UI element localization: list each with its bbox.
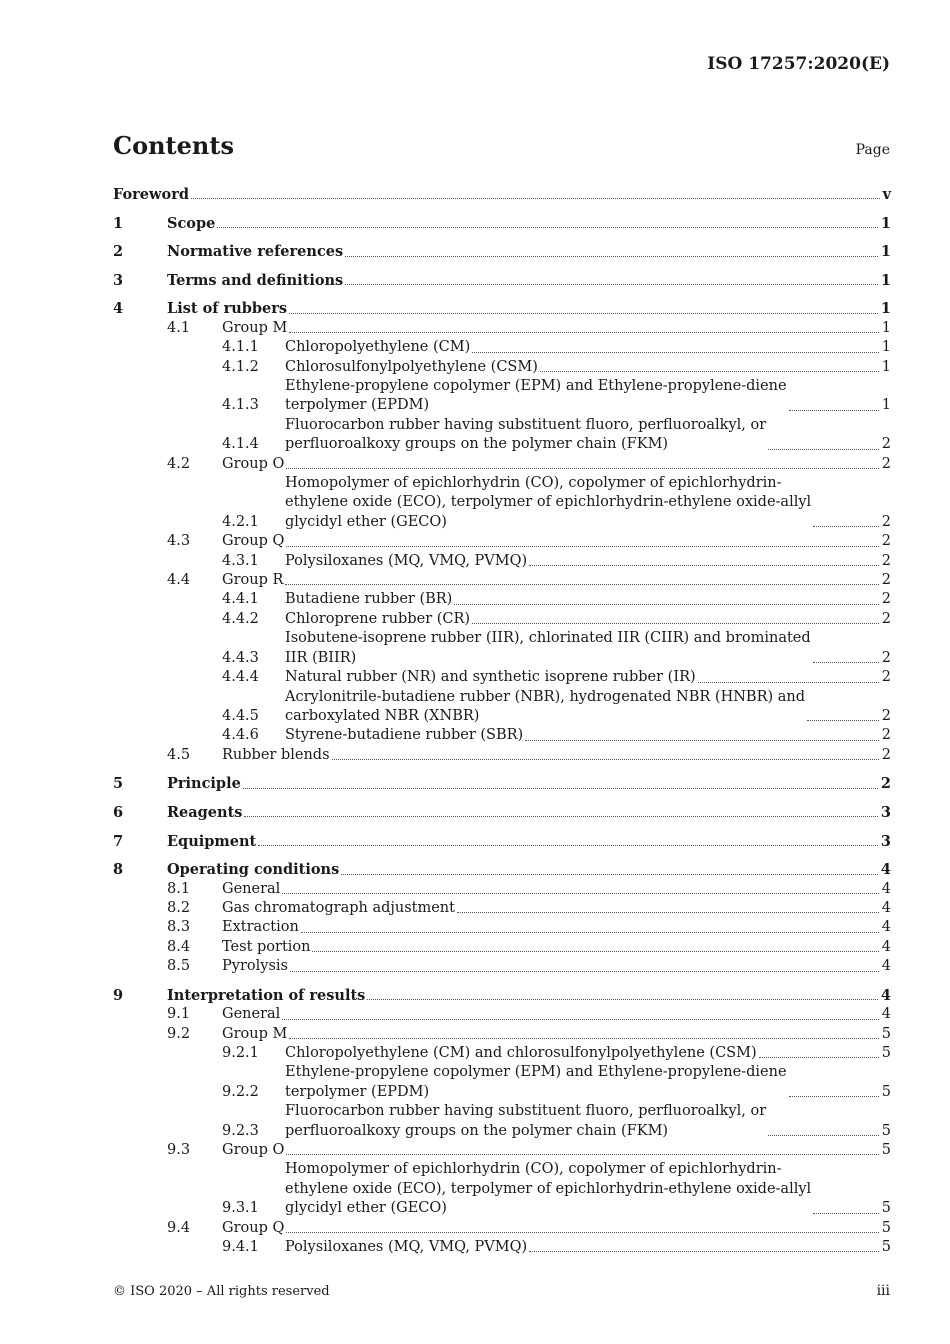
dot-leader	[768, 1134, 879, 1136]
toc-entry-title: Normative references	[167, 243, 344, 261]
toc-entry-number: 4.1.1	[222, 339, 259, 356]
toc-entry[interactable]	[113, 1005, 891, 1024]
dot-leader	[457, 911, 879, 913]
toc-entry-page: 5	[881, 1200, 891, 1217]
toc-entry-page: 5	[881, 1122, 891, 1139]
dot-leader	[289, 331, 878, 333]
dot-leader	[525, 739, 879, 741]
toc-entry-page: 2	[881, 455, 891, 472]
toc-entry-page: 1	[881, 397, 891, 414]
toc-entry[interactable]	[113, 338, 891, 357]
toc-entry[interactable]	[113, 918, 891, 937]
dot-leader	[282, 892, 878, 894]
toc-entry-title: Homopolymer of epichlorhydrin (CO), copolymer of epichlorhydrin- ethylene oxide (ECO), terpolymer of epichlorhydrin-ethylene oxide-allyl glycidyl ether (GECO)	[285, 1161, 812, 1217]
toc-entry-number: 4.5	[167, 746, 191, 763]
dot-leader	[289, 312, 878, 314]
toc-entry-page: 1	[880, 271, 891, 289]
toc-entry-title: Extraction	[222, 919, 299, 936]
toc-entry-title: Group R	[222, 572, 284, 589]
toc-entry-number: 9.4	[167, 1219, 191, 1236]
toc-entry-title: Isobutene-isoprene rubber (IIR), chlorinated IIR (CIIR) and brominated IIR (BIIR)	[285, 630, 811, 666]
footer-page-number: iii	[876, 1283, 890, 1299]
toc-entry-title: Polysiloxanes (MQ, VMQ, PVMQ)	[285, 1239, 528, 1255]
toc-entry-title: Acrylonitrile-butadiene rubber (NBR), hydrogenated NBR (HNBR) and carboxylated NBR (XNBR)	[285, 688, 806, 724]
toc-entry-title: Equipment	[167, 832, 257, 850]
toc-entry-title: Fluorocarbon rubber having substituent fluoro, perfluoroalkyl, or perfluoroalkoxy groups on the polymer chain (FKM)	[285, 416, 767, 453]
toc-entry-title: Group O	[222, 1141, 285, 1158]
document-id: ISO 17257:2020(E)	[707, 54, 890, 74]
toc-entry-title: Styrene-butadiene rubber (SBR)	[285, 727, 524, 744]
toc-entry-page: 1	[880, 300, 891, 318]
toc-entry[interactable]	[113, 1044, 891, 1063]
toc-entry-title: Operating conditions	[167, 861, 340, 879]
toc-entry-title: Group Q	[222, 533, 285, 550]
toc-entry-page: 5	[881, 1141, 891, 1158]
toc-entry-page: 4	[881, 899, 891, 916]
toc-entry-number: 4	[113, 300, 124, 318]
toc-entry-number: 9.1	[167, 1006, 191, 1023]
toc-entry-title: Chloropolyethylene (CM) and chlorosulfonylpolyethylene (CSM)	[285, 1044, 757, 1061]
toc-entry-page: 1	[881, 358, 891, 375]
toc-entry-page: 2	[881, 436, 891, 453]
toc-entry-number: 4.3	[167, 533, 191, 550]
toc-entry-number: 4.4.2	[222, 610, 259, 627]
toc-entry-number: 4.1.2	[222, 358, 259, 375]
dot-leader	[290, 970, 879, 972]
toc-entry[interactable]	[113, 242, 891, 261]
toc-entry-number: 8.4	[167, 938, 191, 955]
toc-entry-page: 1	[881, 319, 891, 336]
toc-entry-number: 4.4.5	[222, 707, 259, 724]
dot-leader	[345, 255, 878, 257]
toc-entry[interactable]	[113, 803, 891, 822]
toc-entry-title: Gas chromatograph adjustment	[222, 899, 455, 916]
toc-entry-page: 2	[881, 552, 891, 569]
toc-entry-page: 1	[880, 214, 891, 232]
toc-entry[interactable]	[113, 590, 891, 609]
toc-entry-title: Terms and definitions	[167, 271, 344, 289]
toc-entry-title: General	[222, 880, 281, 897]
toc-entry[interactable]	[113, 416, 891, 455]
toc-entry[interactable]	[113, 774, 891, 793]
dot-leader	[529, 564, 879, 566]
toc-entry-title: Principle	[167, 775, 241, 793]
toc-entry-title: Foreword	[113, 186, 189, 203]
dot-leader	[301, 931, 879, 933]
toc-entry[interactable]	[113, 1102, 891, 1141]
dot-leader	[286, 1153, 878, 1155]
toc-entry[interactable]	[113, 726, 891, 745]
toc-entry-page: 2	[881, 591, 891, 608]
toc-entry[interactable]	[113, 629, 891, 668]
table-of-contents	[113, 185, 891, 1257]
toc-entry[interactable]	[113, 610, 891, 629]
toc-entry[interactable]	[113, 880, 891, 899]
dot-leader	[332, 758, 879, 760]
dot-leader	[282, 1018, 878, 1020]
toc-entry-number: 9	[113, 986, 124, 1004]
toc-entry-title: Pyrolysis	[222, 958, 288, 975]
toc-entry-title: Chloroprene rubber (CR)	[285, 610, 471, 627]
toc-entry[interactable]	[113, 938, 891, 957]
toc-entry-page: 2	[881, 533, 891, 550]
dot-leader	[286, 1231, 878, 1233]
toc-entry-page: 2	[881, 746, 891, 763]
toc-entry-title: Scope	[167, 214, 216, 232]
dot-leader	[813, 661, 879, 663]
toc-entry-number: 4.4.3	[222, 649, 259, 666]
toc-entry[interactable]	[113, 358, 891, 377]
dot-leader	[191, 197, 880, 199]
toc-entry[interactable]	[113, 552, 891, 571]
dot-leader	[813, 525, 879, 527]
dot-leader	[768, 448, 879, 450]
toc-entry-title: Fluorocarbon rubber having substituent fluoro, perfluoroalkyl, or perfluoroalkoxy groups on the polymer chain (FKM)	[285, 1103, 767, 1139]
toc-entry-number: 4.2	[167, 455, 191, 472]
toc-entry-number: 4.4.4	[222, 669, 259, 686]
toc-entry-number: 8.5	[167, 958, 191, 975]
toc-entry-number: 3	[113, 271, 124, 289]
dot-leader	[759, 1056, 879, 1058]
toc-entry-page: 3	[880, 832, 891, 850]
toc-entry-page: 4	[881, 880, 891, 897]
toc-entry-number: 8.3	[167, 919, 191, 936]
contents-heading: Contents	[113, 131, 234, 160]
toc-entry-page: 5	[881, 1044, 891, 1061]
dot-leader	[454, 603, 878, 605]
toc-entry-number: 9.2.3	[222, 1122, 259, 1139]
toc-entry-number: 4.1.3	[222, 397, 259, 414]
toc-entry[interactable]	[113, 214, 891, 233]
toc-entry[interactable]	[113, 271, 891, 290]
toc-entry-number: 4.4.1	[222, 591, 259, 608]
toc-entry[interactable]	[113, 185, 891, 204]
toc-entry-page: 5	[881, 1025, 891, 1042]
toc-entry-page: 4	[880, 986, 891, 1004]
toc-entry-title: Test portion	[222, 938, 311, 955]
toc-entry-page: 3	[880, 803, 891, 821]
dot-leader	[789, 1095, 879, 1097]
dot-leader	[345, 283, 878, 285]
toc-entry-number: 7	[113, 832, 124, 850]
toc-entry[interactable]	[113, 1238, 891, 1257]
toc-entry[interactable]	[113, 571, 891, 590]
toc-entry-number: 2	[113, 243, 124, 261]
dot-leader	[472, 351, 879, 353]
toc-entry-number: 6	[113, 803, 124, 821]
page-column-label: Page	[855, 142, 890, 158]
toc-entry-page: 4	[881, 1006, 891, 1023]
toc-entry-title: Group O	[222, 455, 285, 472]
toc-entry-page: 4	[881, 958, 891, 975]
toc-entry-page: 2	[881, 649, 891, 666]
toc-entry-title: Butadiene rubber (BR)	[285, 591, 453, 608]
toc-entry-title: Rubber blends	[222, 746, 330, 763]
toc-entry[interactable]	[113, 899, 891, 918]
toc-entry-number: 8	[113, 861, 124, 879]
toc-entry[interactable]	[113, 1219, 891, 1238]
toc-entry-title: Chlorosulfonylpolyethylene (CSM)	[285, 358, 538, 375]
dot-leader	[789, 409, 879, 411]
toc-entry-page: 2	[881, 727, 891, 744]
toc-entry-page: 5	[881, 1083, 891, 1100]
toc-entry-page: 2	[881, 669, 891, 686]
toc-entry-page: 2	[881, 572, 891, 589]
toc-entry-title: Reagents	[167, 803, 243, 821]
toc-entry-page: 2	[880, 775, 891, 793]
toc-entry-title: Ethylene-propylene copolymer (EPM) and Ethylene-propylene-diene terpolymer (EPDM)	[285, 378, 787, 414]
dot-leader	[289, 1037, 878, 1039]
toc-entry-number: 8.2	[167, 899, 191, 916]
toc-entry-page: 4	[881, 919, 891, 936]
dot-leader	[472, 622, 879, 624]
dot-leader	[698, 681, 879, 683]
toc-entry-title: List of rubbers	[167, 300, 288, 318]
toc-entry[interactable]	[113, 474, 891, 532]
toc-entry[interactable]	[113, 1063, 891, 1102]
toc-entry-number: 9.3	[167, 1141, 191, 1158]
toc-entry-page: 2	[881, 513, 891, 530]
toc-entry-page: 1	[880, 243, 891, 261]
dot-leader	[807, 719, 879, 721]
toc-entry-page: 2	[881, 707, 891, 724]
toc-entry-title: Interpretation of results	[167, 986, 366, 1004]
toc-entry-number: 1	[113, 214, 124, 232]
toc-entry-number: 9.3.1	[222, 1200, 259, 1217]
toc-entry-number: 4.4	[167, 572, 191, 589]
dot-leader	[217, 226, 878, 228]
toc-entry[interactable]	[113, 319, 891, 338]
toc-entry[interactable]	[113, 746, 891, 765]
toc-entry[interactable]	[113, 1025, 891, 1044]
toc-entry-number: 9.4.1	[222, 1239, 259, 1255]
toc-entry-number: 9.2.2	[222, 1083, 259, 1100]
dot-leader	[529, 1250, 879, 1252]
toc-entry[interactable]	[113, 377, 891, 416]
toc-entry[interactable]	[113, 688, 891, 727]
toc-entry-title: Ethylene-propylene copolymer (EPM) and Ethylene-propylene-diene terpolymer (EPDM)	[285, 1064, 787, 1100]
toc-entry-number: 4.1.4	[222, 436, 259, 453]
toc-entry-number: 9.2.1	[222, 1044, 259, 1061]
toc-entry-page: 5	[881, 1239, 891, 1255]
toc-entry-page: 5	[881, 1219, 891, 1236]
toc-entry[interactable]	[113, 957, 891, 976]
toc-entry-number: 4.1	[167, 319, 191, 336]
toc-entry-title: Group Q	[222, 1219, 285, 1236]
dot-leader	[367, 998, 878, 1000]
dot-leader	[341, 873, 878, 875]
toc-entry-title: Natural rubber (NR) and synthetic isoprene rubber (IR)	[285, 669, 696, 686]
footer-copyright: © ISO 2020 – All rights reserved	[113, 1284, 330, 1299]
toc-entry[interactable]	[113, 986, 891, 1005]
toc-entry-number: 4.2.1	[222, 513, 259, 530]
toc-entry[interactable]	[113, 832, 891, 851]
dot-leader	[540, 370, 879, 372]
toc-entry[interactable]	[113, 532, 891, 551]
toc-entry-page: 1	[881, 339, 891, 356]
dot-leader	[258, 844, 878, 846]
dot-leader	[243, 787, 878, 789]
toc-entry-page: 2	[881, 610, 891, 627]
toc-entry[interactable]	[113, 860, 891, 879]
toc-entry-page: 4	[880, 861, 891, 879]
dot-leader	[286, 467, 878, 469]
toc-entry[interactable]	[113, 668, 891, 687]
toc-entry-page: 4	[881, 938, 891, 955]
toc-entry[interactable]	[113, 455, 891, 474]
toc-entry-title: General	[222, 1006, 281, 1023]
dot-leader	[312, 950, 878, 952]
dot-leader	[286, 545, 878, 547]
toc-entry[interactable]	[113, 1141, 891, 1160]
toc-entry-title: Group M	[222, 1025, 288, 1042]
toc-entry-page: v	[882, 186, 891, 203]
toc-entry[interactable]	[113, 1160, 891, 1218]
toc-entry-title: Polysiloxanes (MQ, VMQ, PVMQ)	[285, 552, 528, 569]
toc-entry-title: Chloropolyethylene (CM)	[285, 339, 471, 356]
toc-entry-number: 8.1	[167, 880, 191, 897]
toc-entry[interactable]	[113, 299, 891, 318]
toc-entry-number: 4.3.1	[222, 552, 259, 569]
toc-entry-title: Group M	[222, 319, 288, 336]
dot-leader	[813, 1212, 879, 1214]
toc-entry-number: 9.2	[167, 1025, 191, 1042]
dot-leader	[244, 815, 877, 817]
toc-entry-number: 4.4.6	[222, 727, 259, 744]
toc-entry-title: Homopolymer of epichlorhydrin (CO), copolymer of epichlorhydrin- ethylene oxide (ECO), terpolymer of epichlorhydrin-ethylene oxide-allyl glycidyl ether (GECO)	[285, 475, 812, 530]
toc-entry-number: 5	[113, 775, 124, 793]
dot-leader	[285, 583, 878, 585]
